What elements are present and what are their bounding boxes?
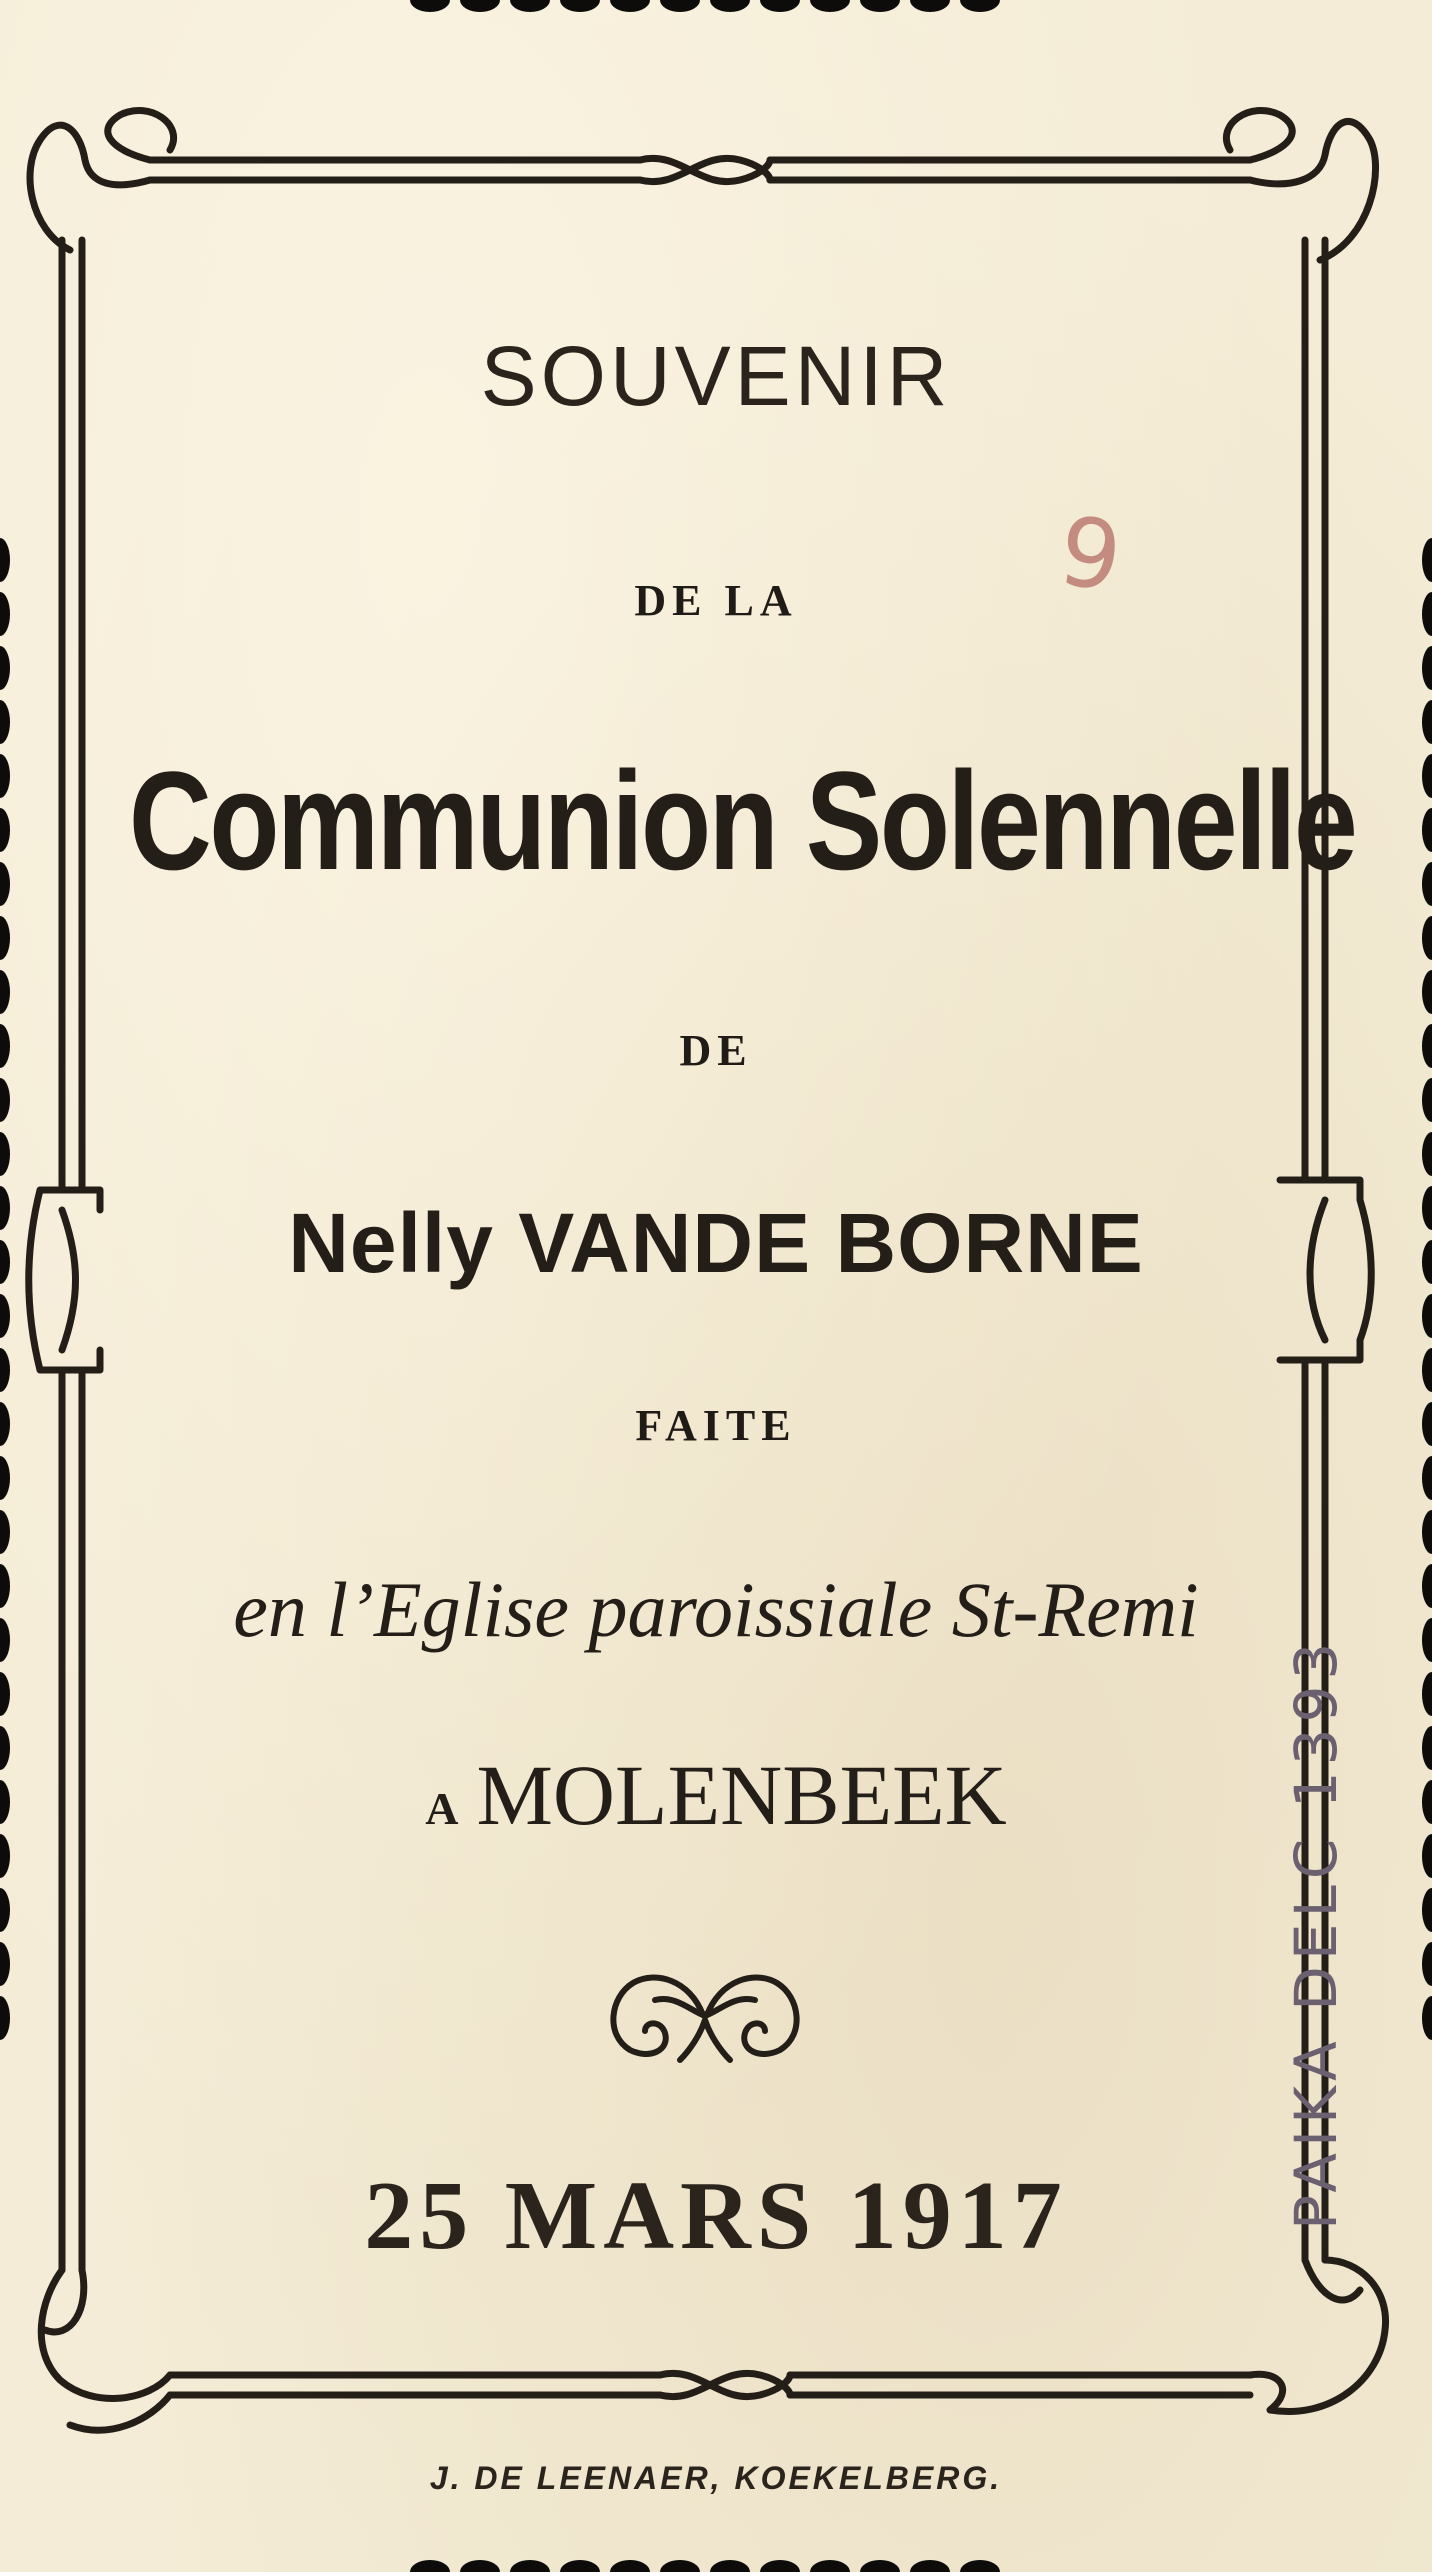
de-label: DE: [679, 1026, 753, 1075]
card-title: souvenir: [480, 297, 952, 431]
de-la-label: DE LA: [634, 576, 798, 625]
communion-heading: Communion Solennelle: [128, 742, 1356, 899]
handwritten-reference: PAIKA DELC 1393: [1282, 1636, 1350, 2230]
printer-credit: J. DE LEENAER, KOEKELBERG.: [429, 2460, 1003, 2496]
faite-label: FAITE: [635, 1401, 797, 1450]
handwritten-number: 9: [1052, 496, 1128, 614]
communion-date: 25 MARS 1917: [364, 2162, 1068, 2270]
church-line: en l’Eglise paroissiale St-Remi: [233, 1566, 1199, 1653]
place-prefix: A: [425, 1783, 459, 1834]
scroll-flourish-icon: [595, 1955, 815, 2075]
place-line: [0, 1745, 1432, 1845]
communicant-name: Nelly VANDE BORNE: [288, 1196, 1144, 1290]
place-name: MOLENBEEK: [476, 1747, 1007, 1843]
